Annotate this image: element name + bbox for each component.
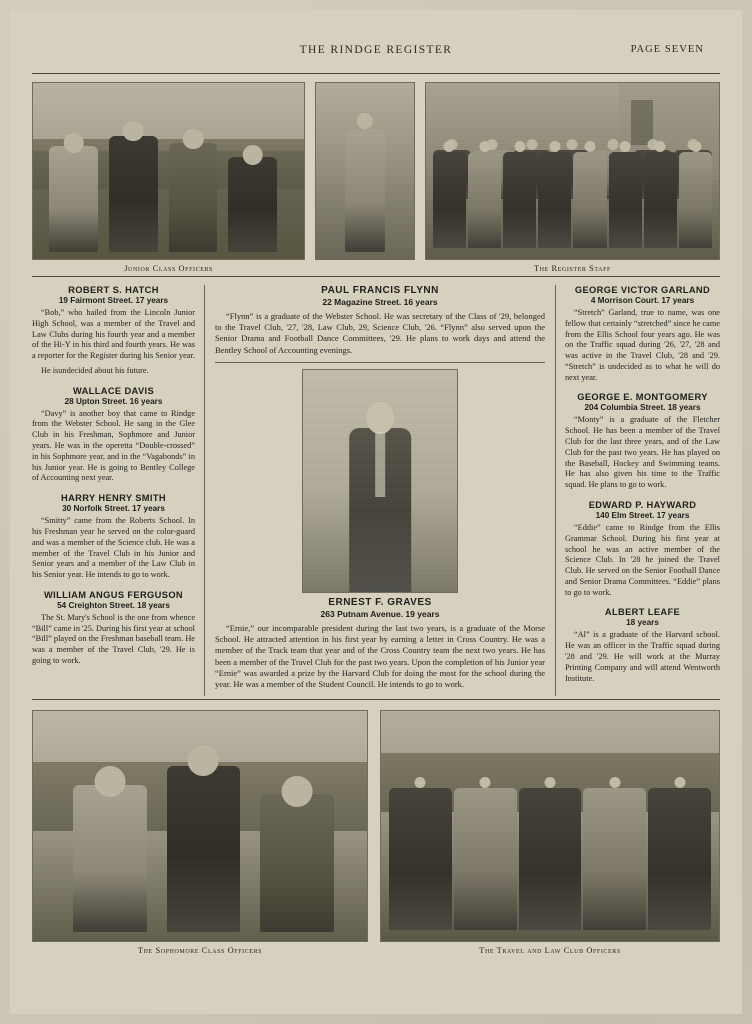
right-column <box>556 285 720 696</box>
sophomore-officers-caption: The Sophomore Class Officers <box>137 946 263 956</box>
sophomore-officers-photo <box>32 710 368 942</box>
bio-paragraph: He isundecided about his future. <box>41 365 149 375</box>
photo-grain <box>303 370 457 592</box>
feature-heading <box>215 285 545 307</box>
article-columns <box>32 285 720 696</box>
bio-subtitle: 30 Norfolk Street. 17 years <box>62 504 165 514</box>
column-divider <box>215 362 545 363</box>
bio-name: HARRY HENRY SMITH <box>61 493 166 504</box>
bio-name: GEORGE VICTOR GARLAND <box>574 285 711 295</box>
ernest-graves-portrait <box>302 369 458 593</box>
bio-paragraph: “Ernie,” our incomparable president during the last two years, is a graduate of the Morse School. He attracted attention in his first year by earning a letter in Cross Country. He was a member of the Track team that year and of the Cross Country team the next two years. He has been a member of the Travel Club for the past two years. Upon the completion of his Junior year “Ernie” was awarded a prize by the Harvard Club for doing the most for the school during the year. He was a member of the Student Council. He intends to go to work. <box>215 622 545 689</box>
register-staff-photo <box>425 82 720 260</box>
bio-paragraph: “Bob,” who hailed from the Lincoln Junior High School, was a member of the Travel and Law Clubs during his fourth year and a member of the Hi-Y in his third and fourth years. He was a reporter for the Register during his Senior year. <box>32 308 195 361</box>
student-photo-caption <box>315 260 415 273</box>
bio-subtitle: 4 Morrison Court. 17 years <box>590 296 695 305</box>
left-column <box>32 285 204 696</box>
register-staff-caption: The Register Staff <box>533 264 611 273</box>
publication-title: THE RINDGE REGISTER <box>299 44 453 56</box>
student-photo-block <box>315 82 415 273</box>
photo-grain <box>426 83 719 259</box>
bio-subtitle: 54 Creighton Street. 18 years <box>57 600 170 610</box>
photo-grain <box>33 83 304 259</box>
header-rule <box>32 73 720 74</box>
page-number: PAGE SEVEN <box>630 44 704 55</box>
bio-name: ALBERT LEAFE <box>604 607 681 618</box>
junior-class-officers-caption: Junior Class Officers <box>124 264 213 273</box>
photo-grain <box>381 711 719 941</box>
bio-name: WILLIAM ANGUS FERGUSON <box>43 589 184 600</box>
bio-subtitle: 19 Fairmont Street. 17 years <box>58 296 169 305</box>
register-staff-block <box>425 82 720 273</box>
portrait-block <box>302 369 458 593</box>
bio-name: PAUL FRANCIS FLYNN <box>321 285 439 296</box>
bio-entry <box>32 493 195 581</box>
junior-class-officers-block <box>32 82 305 273</box>
page-header <box>32 44 720 70</box>
bio-entry <box>32 386 195 484</box>
portrait-caption-sub: 263 Putnam Avenue. 19 years <box>320 608 440 619</box>
travel-law-officers-photo <box>380 710 720 942</box>
travel-law-officers-block <box>380 710 720 955</box>
yearbook-page <box>10 10 742 1014</box>
portrait-caption-block <box>215 597 545 619</box>
bio-subtitle: 22 Magazine Street. 16 years <box>322 297 438 307</box>
bio-paragraph: “Al” is a graduate of the Harvard school. He was an officer in the Traffic squad during '28 and '29. He will work at the Murray Printing Company and will attend Wentworth Institute. <box>565 630 720 683</box>
top-photo-row <box>32 82 720 273</box>
bio-name: ROBERT S. HATCH <box>68 285 159 295</box>
bio-entry <box>565 607 720 684</box>
bio-subtitle: 28 Upton Street. 16 years <box>64 396 163 406</box>
bio-entry <box>32 590 195 667</box>
bio-paragraph: “Eddie” came to Rindge from the Ellis Grammar School. During his first year at school he was an active member of the Science Club. In '28 he joined the Travel Club. He served on the Senior Football Dance and Senior Drama Committees. “Eddie” plans to go to work. <box>565 522 720 597</box>
bio-subtitle: 140 Elm Street. 17 years <box>595 510 690 520</box>
bio-entry <box>32 285 195 377</box>
photo-grain <box>316 83 414 259</box>
lower-body-rule <box>32 699 720 700</box>
bio-entry <box>565 285 720 383</box>
bio-paragraph: “Monty” is a graduate of the Fletcher School. He has been a member of the Travel Club for the last three years, and of the Law Club for the past two years. He has played on the Baseball, Hockey and Swimming teams. He has also given his time to the Traffic squad. He plans to go to work. <box>565 415 720 490</box>
middle-column <box>204 285 556 696</box>
bio-entry <box>565 392 720 490</box>
bio-paragraph: The St. Mary's School is the one from whence “Bill” came in '25. During his first year at school “Bill” played on the Freshman baseball team. He was a member of the Travel Club, '29. He is going to work. <box>32 612 195 665</box>
bottom-photo-row <box>32 710 720 955</box>
junior-class-officers-photo <box>32 82 305 260</box>
bio-name: GEORGE E. MONTGOMERY <box>577 392 708 403</box>
bio-name: WALLACE DAVIS <box>72 385 155 396</box>
bio-paragraph: “Smitty” came from the Roberts School. In his Freshman year he served on the color-guard and was a member of the Science club. He was a member of the Travel Club in his Junior and Senior years and a member of the Law Club in his Senior year. He intends to go to work. <box>32 516 195 580</box>
bio-subtitle: 204 Columbia Street. 18 years <box>584 403 701 413</box>
bio-paragraph: “Davy” is another boy that came to Rindge from the Webster School. He sang in the Glee Club in his Freshman, Sophmore and Junior years. He was in the operetta “Double-crossed” in his Sophmore year, and in the “Vagabonds” in his Junior year. He is going to Bentley College of Accounting next year. <box>32 408 195 483</box>
bio-name: EDWARD P. HAYWARD <box>588 499 697 510</box>
upper-body-rule <box>32 276 720 277</box>
travel-law-officers-caption: The Travel and Law Club Officers <box>479 946 621 956</box>
sophomore-officers-block <box>32 710 368 955</box>
bio-paragraph: “Stretch” Garland, true to name, was one fellow that certainly “stretched” since he came from the Ellis School four years ago. He was on the Traffic squad during '26, '27, '28 and was active in the Travel Club, '28 and '29. “Stretch” is undecided as to what he will do next year. <box>565 308 720 382</box>
bio-paragraph: “Flynn” is a graduate of the Webster School. He was secretary of the Class of '29, belonged to the Travel Club, '27, '28, Law Club, 29, Science Club, '26. “Flynn” also served upon the Senior Drama and Football Dance Committees, '29. He plans to work days and attend the Bentley School of Accounting evenings. <box>215 311 545 355</box>
photo-grain <box>33 711 367 941</box>
bio-entry <box>565 500 720 598</box>
portrait-caption-name: ERNEST F. GRAVES <box>328 596 432 608</box>
student-photo <box>315 82 415 260</box>
bio-subtitle: 18 years <box>626 618 659 628</box>
